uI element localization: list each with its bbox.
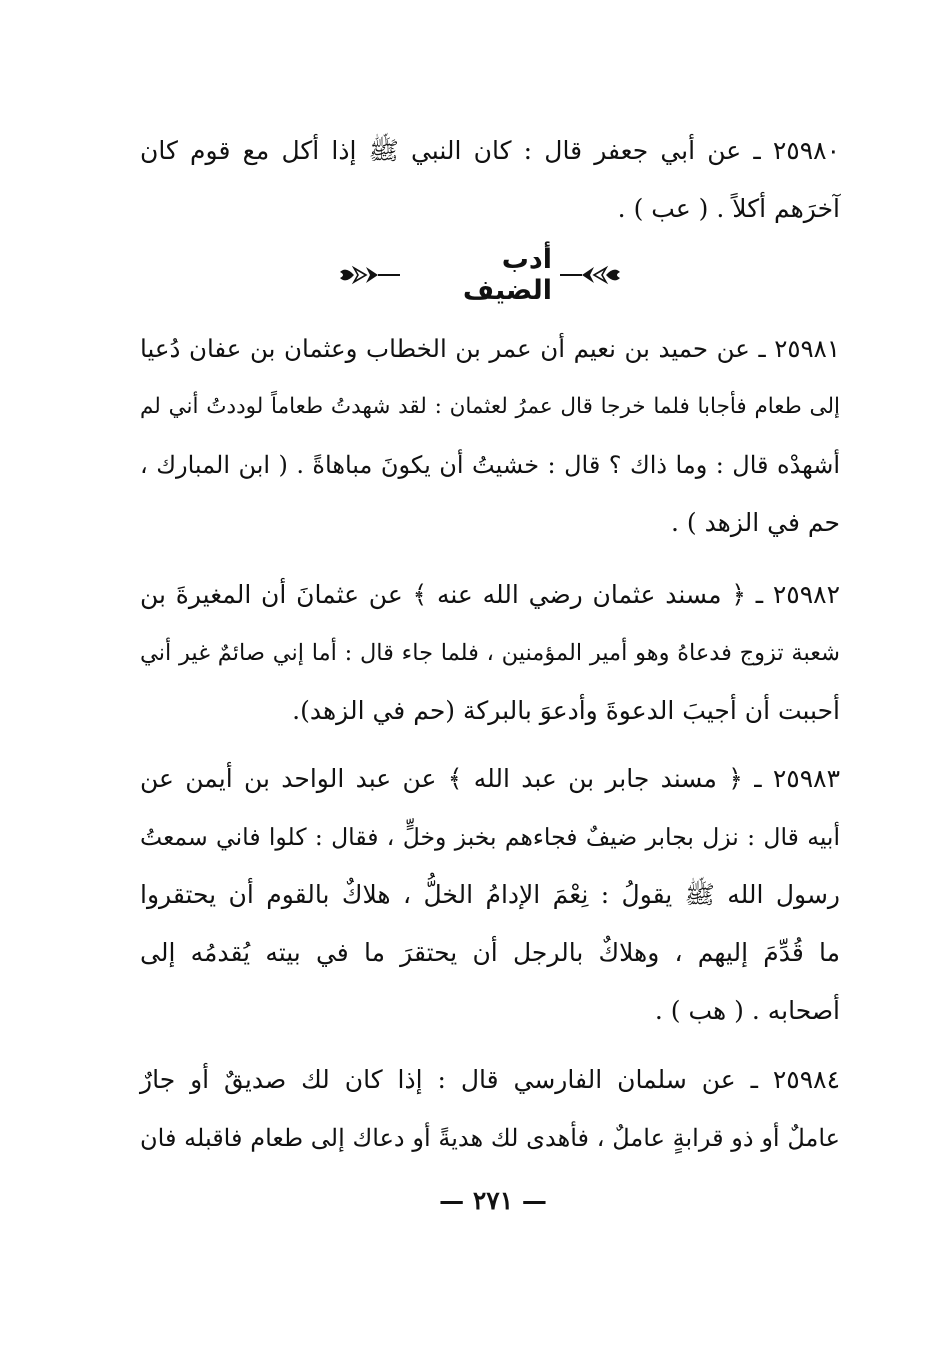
text-line: ٢٥٩٨٠ ـ عن أبي جعفر قال : كان النبي ﷺ إذا أكل مع قوم كان bbox=[140, 136, 840, 165]
text-line: ٢٥٩٨٤ ـ عن سلمان الفارسي قال : إذا كان لك صديقٌ أو جارٌ bbox=[140, 1065, 840, 1094]
text-line: ما قُدِّمَ إليهم ، وهلاكٌ بالرجل أن يحتقرَ ما في بيته يُقدمُه إلى bbox=[140, 938, 840, 967]
section-heading bbox=[330, 244, 630, 306]
text-line: رسول الله ﷺ يقولُ : نِعْمَ الإدامُ الخلُّ ، هلاكٌ بالقوم أن يحتقروا bbox=[140, 880, 840, 909]
text-line: حم في الزهد ) . bbox=[670, 508, 840, 537]
hadith-entry bbox=[140, 750, 840, 1040]
hadith-entry bbox=[140, 122, 840, 238]
hadith-entry bbox=[140, 320, 840, 552]
text-line: ٢٥٩٨١ ـ عن حميد بن نعيم أن عمر بن الخطاب وعثمان بن عفان دُعيا bbox=[140, 334, 840, 363]
page-number: — ٢٧١ — bbox=[439, 1186, 547, 1215]
text-line: أبيه قال : نزل بجابر ضيفٌ فجاءهم بخبز وخلٍّ ، فقال : كلوا فاني سمعتُ bbox=[140, 823, 840, 851]
text-line: أشهدْه قال : وما ذاك ؟ قال : خشيتُ أن يكونَ مباهاةً . ( ابن المبارك ، bbox=[140, 451, 840, 479]
text-line: عاملٌ أو ذو قرابةٍ عاملٌ ، فأهدى لك هديةً أو دعاك إلى طعام فاقبله فان bbox=[140, 1124, 840, 1152]
hadith-entry bbox=[140, 566, 840, 740]
text-line: ٢٥٩٨٢ ـ ﴿ مسند عثمان رضي الله عنه ﴾ عن عثمانَ أن المغيرةَ بن bbox=[140, 580, 840, 609]
text-line: أحببت أن أجيبَ الدعوةَ وأدعوَ بالبركة (حم في الزهد). bbox=[292, 696, 840, 725]
text-line: إلى طعام فأجابا فلما خرجا قال عمرُ لعثمان : لقد شهدتُ طعاماً لوددتُ أني لم bbox=[140, 394, 840, 419]
ornament-left-icon bbox=[338, 264, 400, 286]
section-heading-text: أدب الضيف bbox=[462, 244, 552, 306]
ornament-right-icon bbox=[560, 264, 622, 286]
text-line: شعبة تزوج فدعاهُ وهو أمير المؤمنين ، فلما جاء قال : أما إني صائمٌ غير أني bbox=[140, 640, 840, 666]
hadith-entry bbox=[140, 1051, 840, 1167]
text-line: آخرَهم أكلاً . ( عب ) . bbox=[617, 194, 840, 223]
text-line: ٢٥٩٨٣ ـ ﴿ مسند جابر بن عبد الله ﴾ عن عبد الواحد بن أيمن عن bbox=[140, 764, 840, 793]
text-line: أصحابه . ( هب ) . bbox=[654, 996, 840, 1025]
